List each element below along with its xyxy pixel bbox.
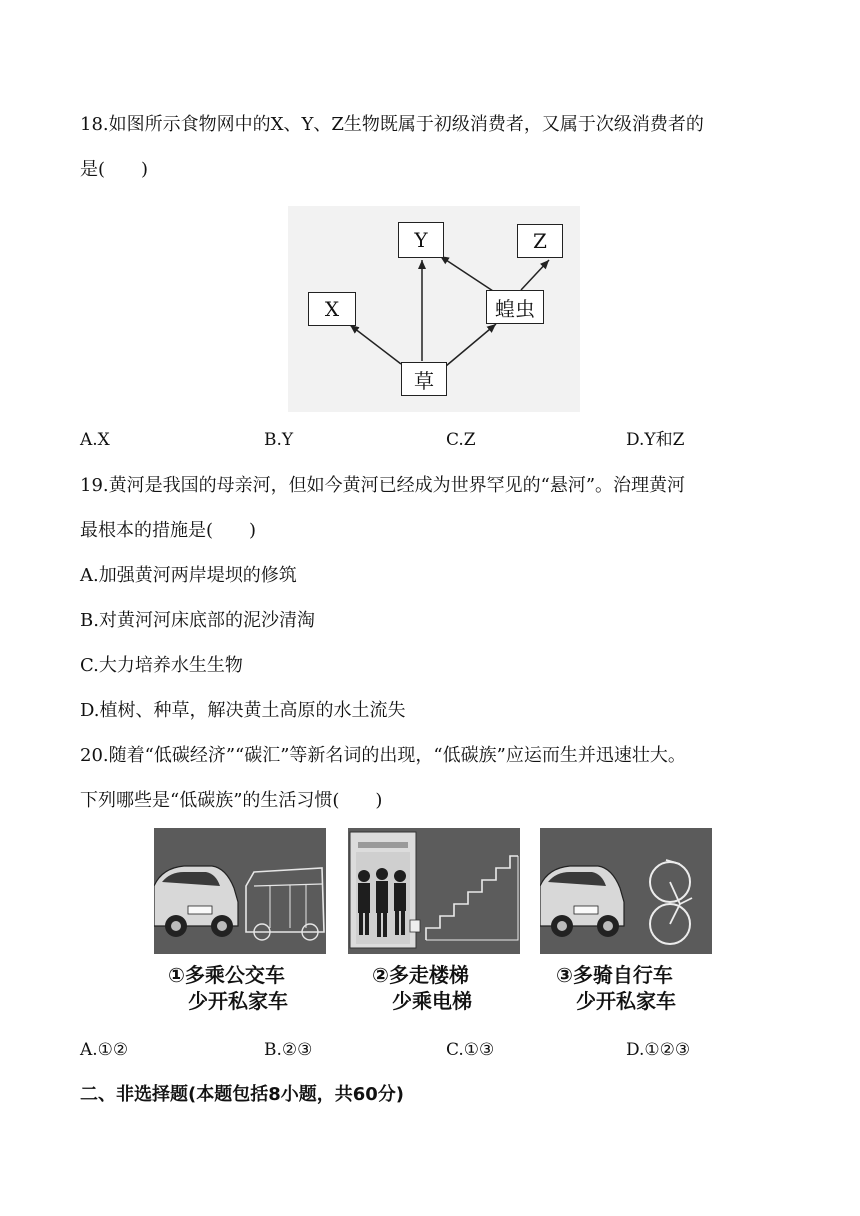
node-z: Z bbox=[517, 224, 563, 258]
node-locust: 蝗虫 bbox=[486, 290, 544, 324]
q18-option-d[interactable]: D.Y和Z bbox=[626, 430, 685, 450]
q18-option-c[interactable]: C.Z bbox=[446, 430, 476, 450]
q19-option-a[interactable]: A.加强黄河两岸堤坝的修筑 bbox=[80, 565, 297, 586]
q20-option-d[interactable]: D.①②③ bbox=[626, 1040, 691, 1060]
q19-stem-line2: 最根本的措施是( ) bbox=[80, 520, 257, 541]
arrow-locust-to-y bbox=[440, 256, 493, 291]
arrow-locust-to-z bbox=[521, 260, 549, 290]
q19-option-b[interactable]: B.对黄河河床底部的泥沙清淘 bbox=[80, 610, 315, 631]
q19-option-c[interactable]: C.大力培养水生生物 bbox=[80, 655, 243, 676]
car-and-bus-illustration bbox=[154, 828, 326, 954]
food-web-diagram bbox=[288, 206, 580, 412]
caption-3: ③多骑自行车 少开私家车 bbox=[556, 963, 676, 1013]
q20-option-a[interactable]: A.①② bbox=[80, 1040, 129, 1060]
picture-bus-vs-car bbox=[154, 828, 326, 954]
q20-option-b[interactable]: B.②③ bbox=[264, 1040, 313, 1060]
section-heading: 二、非选择题(本题包括8小题，共60分) bbox=[80, 1084, 405, 1105]
q20-stem-line2: 下列哪些是“低碳族”的生活习惯( ) bbox=[80, 790, 383, 811]
picture-bike-vs-car bbox=[540, 828, 712, 954]
q18-stem-line1: 18.如图所示食物网中的X、Y、Z生物既属于初级消费者，又属于次级消费者的 bbox=[80, 114, 704, 135]
q19-option-d[interactable]: D.植树、种草，解决黄土高原的水土流失 bbox=[80, 700, 406, 721]
node-y: Y bbox=[398, 222, 444, 258]
q18-option-b[interactable]: B.Y bbox=[264, 430, 294, 450]
q18-option-a[interactable]: A.X bbox=[80, 430, 110, 450]
caption-1: ①多乘公交车 少开私家车 bbox=[168, 963, 288, 1013]
node-grass: 草 bbox=[401, 362, 447, 396]
node-x: X bbox=[308, 292, 356, 326]
caption-2: ②多走楼梯 少乘电梯 bbox=[372, 963, 472, 1013]
q20-stem-line1: 20.随着“低碳经济”“碳汇”等新名词的出现，“低碳族”应运而生并迅速壮大。 bbox=[80, 745, 686, 766]
q18-stem-line2: 是( ) bbox=[80, 159, 149, 180]
q19-stem-line1: 19.黄河是我国的母亲河，但如今黄河已经成为世界罕见的“悬河”。治理黄河 bbox=[80, 475, 686, 496]
arrow-grass-to-locust bbox=[446, 324, 496, 366]
q20-option-c[interactable]: C.①③ bbox=[446, 1040, 495, 1060]
stairs-and-elevator-illustration bbox=[348, 828, 520, 954]
car-and-bicycle-illustration bbox=[540, 828, 712, 954]
arrow-grass-to-x bbox=[350, 325, 401, 364]
picture-stairs-vs-elevator bbox=[348, 828, 520, 954]
